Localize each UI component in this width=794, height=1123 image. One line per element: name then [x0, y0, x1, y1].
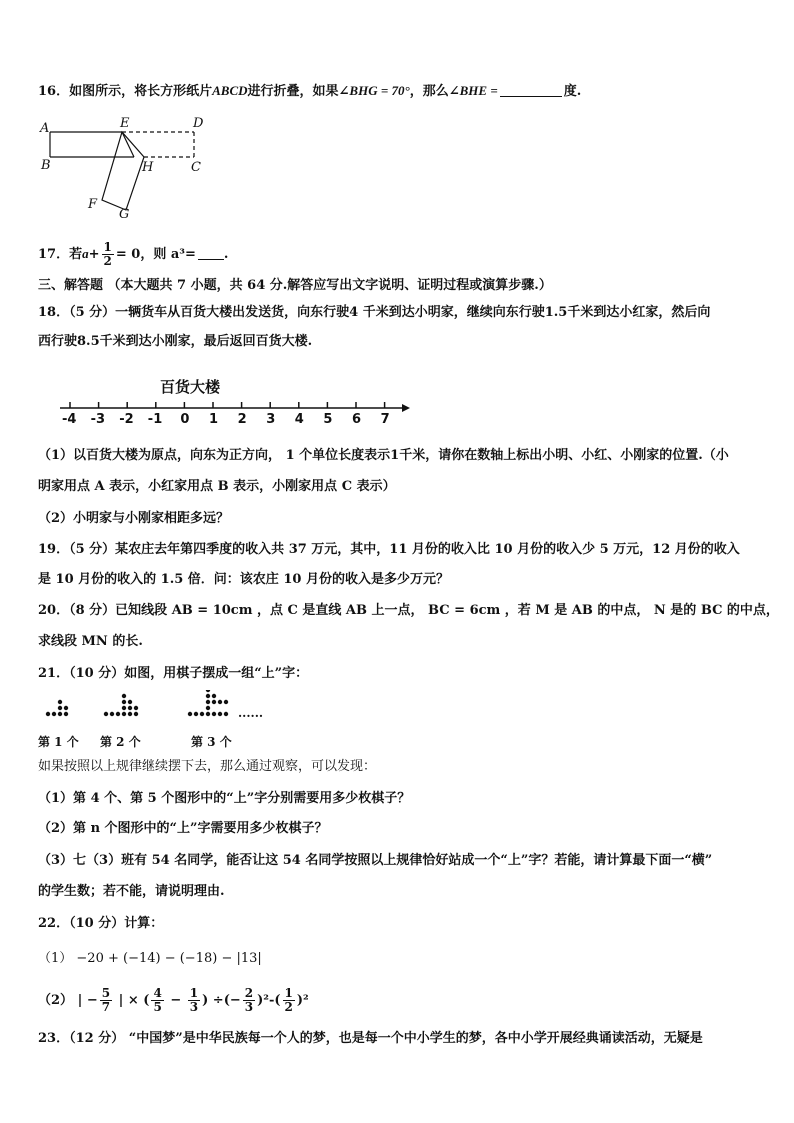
numline-tick-label: 3 — [266, 412, 276, 427]
numline-tick-label: -1 — [147, 412, 163, 427]
q22-line1: 22．（10 分）计算： — [38, 916, 164, 931]
answer-blank — [500, 83, 562, 97]
chess-pattern-figures — [44, 690, 244, 726]
q16-text: 16．如图所示，将长方形纸片ABCD进行折叠，如果∠BHG = 70°，那么∠BHE = 度. — [38, 83, 582, 99]
q21-p3-line1: （3）七（3）班有 54 名同学，能否让这 54 名同学按照以上规律恰好站成一个“上”字？若能，请计算最下面一“横” — [38, 853, 713, 868]
q23-line1: 23．（12 分） “中国梦”是中华民族每一个人的梦，也是每一个中小学生的梦，各中小学开展经典诵读活动，无疑是 — [38, 1031, 703, 1046]
label-H: H — [142, 160, 154, 175]
pattern-ellipsis: ...... — [238, 706, 264, 720]
fraction: $\frac{1}{2}$ — [103, 240, 112, 268]
fig-label-3: 第 3 个 — [191, 735, 232, 749]
numline-tick-label: 6 — [352, 412, 362, 427]
q20-line1: 20．（8 分）已知线段 AB = 10cm ，点 C 是直线 AB 上一点， BC = 6cm ，若 M 是 AB 的中点， N 是的 BC 的中点， — [38, 603, 779, 618]
numline-tick-label: 1 — [209, 412, 219, 427]
q21-p2: （2）第 n 个图形中的“上”字需要用多少枚棋子？ — [38, 821, 328, 836]
q18-line1: 18．（5 分）一辆货车从百货大楼出发送货，向东行驶4 千米到达小明家，继续向东行驶1.5千米到达小红家，然后向 — [38, 305, 711, 320]
numline-tick-label: 0 — [180, 412, 190, 427]
label-A: A — [40, 121, 50, 136]
q18-p1-line1: （1）以百货大楼为原点，向东为正方向， 1 个单位长度表示1千米，请你在数轴上标出小明、小红、小刚家的位置.（小 — [38, 448, 729, 463]
q19-line1: 19．（5 分）某农庄去年第四季度的收入共 37 万元，其中，11 月份的收入比 10 月份的收入少 5 万元，12 月份的收入 — [38, 542, 740, 557]
fig-label-1: 第 1 个 — [38, 735, 79, 749]
q22-p1: （1） −20 + (−14) − (−18) − |13| — [38, 951, 262, 966]
numline-tick-label: -4 — [62, 412, 77, 427]
q21-line1: 21．（10 分）如图，用棋子摆成一组“上”字： — [38, 666, 309, 681]
numline-title: 百货大楼 — [160, 378, 221, 396]
label-C: C — [191, 160, 201, 175]
answer-blank — [198, 247, 224, 260]
q20-line2: 求线段 MN 的长. — [38, 634, 143, 649]
numline-tick-label: 5 — [323, 412, 333, 427]
q22-p2: （2） | − $\frac{5}{7}$ | × ( $\frac{4}{5}$ − $\frac{1}{3}$ ) ÷(− $\frac{2}{3}$ )²-( $\frac{1}{2}$ )² — [38, 986, 309, 1014]
q21-p1: （1）第 4 个、第 5 个图形中的“上”字分别需要用多少枚棋子？ — [38, 791, 411, 806]
label-F: F — [88, 197, 98, 212]
section-heading: 三、解答题 （本大题共 7 小题，共 64 分.解答应写出文字说明、证明过程或演算步骤.） — [38, 278, 552, 293]
q19-line2: 是 10 月份的收入的 1.5 倍．问：该农庄 10 月份的收入是多少万元？ — [38, 572, 449, 587]
label-E: E — [120, 116, 130, 131]
numline-tick-label: 4 — [294, 412, 304, 427]
q18-line2: 西行驶8.5千米到达小刚家，最后返回百货大楼. — [38, 334, 313, 349]
q18-p2: （2）小明家与小刚家相距多远？ — [38, 511, 230, 526]
q17-text: 17．若a+ $\frac{1}{2}$ = 0，则 a³= . — [38, 240, 229, 268]
label-D: D — [193, 116, 204, 131]
label-B: B — [41, 158, 51, 173]
numline-tick-label: -2 — [119, 412, 134, 427]
q21-p3-line2: 的学生数；若不能，请说明理由. — [38, 884, 225, 899]
numline-tick-label: 7 — [380, 412, 390, 427]
fig-label-2: 第 2 个 — [100, 735, 141, 749]
numline-tick-label: 2 — [237, 412, 247, 427]
q18-p1-line2: 明家用点 A 表示，小红家用点 B 表示，小刚家用点 C 表示） — [38, 479, 396, 494]
q21-intro: 如果按照以上规律继续摆下去，那么通过观察，可以发现： — [38, 759, 377, 774]
numline-tick-label: -3 — [90, 412, 106, 427]
label-G: G — [119, 207, 130, 222]
